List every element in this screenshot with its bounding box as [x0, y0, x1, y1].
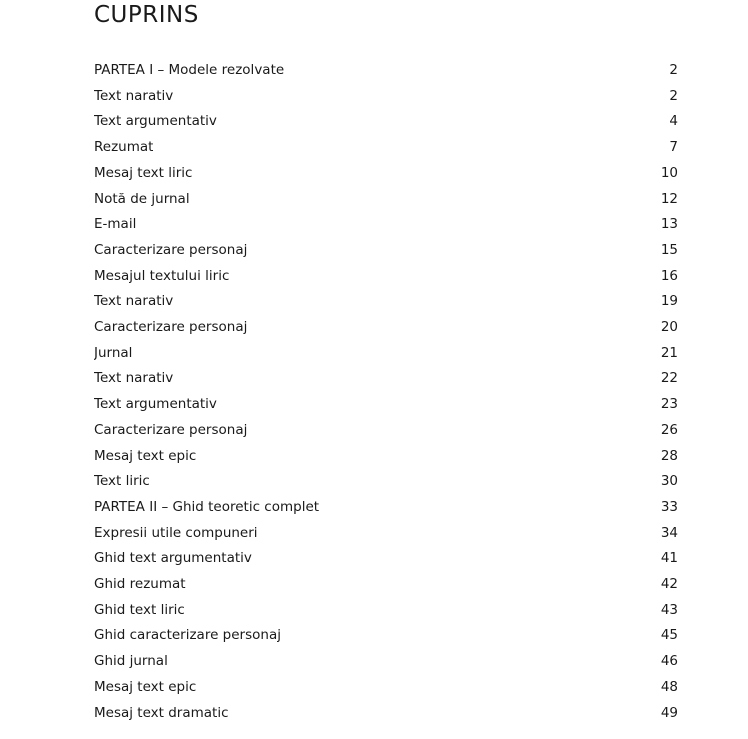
toc-entry-page-number: 48	[660, 678, 678, 695]
toc-entry-label: Jurnal	[94, 344, 133, 361]
toc-entry-label: Mesaj text liric	[94, 164, 193, 181]
toc-entry-label: Text narativ	[94, 293, 174, 310]
toc-entry[interactable]	[94, 161, 678, 187]
toc-entry-label: PARTEA II – Ghid teoretic complet	[94, 498, 320, 515]
toc-entry-page-number: 2	[669, 87, 678, 104]
toc-entry-page-number: 13	[660, 216, 678, 233]
toc-entry[interactable]	[94, 58, 678, 84]
toc-entry-label: Text narativ	[94, 370, 174, 387]
toc-entry-label: Text argumentativ	[94, 113, 217, 130]
toc-entry-page-number: 33	[660, 498, 678, 515]
toc-entry[interactable]	[94, 418, 678, 444]
toc-entry-label: Caracterizare personaj	[94, 319, 248, 336]
toc-entry-label: Rezumat	[94, 139, 154, 156]
toc-entry-label: Mesajul textului liric	[94, 267, 230, 284]
toc-entry-label: Mesaj text epic	[94, 678, 197, 695]
toc-entry-page-number: 21	[660, 344, 678, 361]
toc-entry-label: Caracterizare personaj	[94, 241, 248, 258]
toc-entry[interactable]	[94, 289, 678, 315]
toc-entry-label: Mesaj text dramatic	[94, 704, 229, 721]
toc-entry[interactable]	[94, 495, 678, 521]
toc-entry-page-number: 15	[660, 241, 678, 258]
toc-entry-page-number: 22	[660, 370, 678, 387]
toc-entry-page-number: 7	[669, 139, 678, 156]
toc-entry-page-number: 30	[660, 473, 678, 490]
toc-entry-page-number: 43	[660, 601, 678, 618]
toc-entry-label: Ghid text liric	[94, 601, 185, 618]
toc-entry-label: Text narativ	[94, 87, 174, 104]
page-title: CUPRINS	[94, 2, 199, 28]
toc-entry-label: Caracterizare personaj	[94, 421, 248, 438]
toc-entry-page-number: 20	[660, 319, 678, 336]
toc-entry[interactable]	[94, 392, 678, 418]
toc-entry[interactable]	[94, 84, 678, 110]
toc-entry[interactable]	[94, 135, 678, 161]
toc-entry-page-number: 4	[669, 113, 678, 130]
toc-entry-page-number: 16	[660, 267, 678, 284]
toc-entry-label: Ghid jurnal	[94, 653, 168, 670]
toc-entry-page-number: 49	[660, 704, 678, 721]
toc-entry[interactable]	[94, 598, 678, 624]
toc-entry[interactable]	[94, 546, 678, 572]
toc-entry-page-number: 10	[660, 164, 678, 181]
toc-entry-label: Notă de jurnal	[94, 190, 190, 207]
toc-entry[interactable]	[94, 238, 678, 264]
toc-entry-page-number: 45	[660, 627, 678, 644]
toc-entry-label: PARTEA I – Modele rezolvate	[94, 62, 285, 78]
toc-entry-page-number: 12	[660, 190, 678, 207]
toc-entry[interactable]	[94, 187, 678, 213]
toc-entry[interactable]	[94, 572, 678, 598]
toc-entry-label: Mesaj text epic	[94, 447, 197, 464]
toc-entry[interactable]	[94, 521, 678, 547]
toc-entry-page-number: 41	[660, 550, 678, 567]
toc-entry[interactable]	[94, 264, 678, 290]
toc-entry-label: Expresii utile compuneri	[94, 524, 258, 541]
toc-entry[interactable]	[94, 341, 678, 367]
table-of-contents-list	[94, 58, 678, 726]
toc-entry-label: Text argumentativ	[94, 396, 217, 413]
toc-entry[interactable]	[94, 444, 678, 470]
toc-entry[interactable]	[94, 109, 678, 135]
toc-entry[interactable]	[94, 315, 678, 341]
toc-entry-label: Ghid caracterizare personaj	[94, 627, 281, 644]
toc-entry-page-number: 19	[660, 293, 678, 310]
toc-entry-page-number: 42	[660, 576, 678, 593]
toc-entry[interactable]	[94, 212, 678, 238]
toc-entry-page-number: 34	[660, 524, 678, 541]
toc-entry[interactable]	[94, 675, 678, 701]
toc-entry[interactable]	[94, 366, 678, 392]
toc-entry[interactable]	[94, 649, 678, 675]
toc-entry-page-number: 2	[669, 62, 678, 78]
toc-entry-label: Ghid rezumat	[94, 576, 186, 593]
toc-entry-page-number: 46	[660, 653, 678, 670]
toc-entry[interactable]	[94, 623, 678, 649]
toc-entry-label: Text liric	[94, 473, 150, 490]
toc-entry-page-number: 23	[660, 396, 678, 413]
toc-entry-label: Ghid text argumentativ	[94, 550, 252, 567]
toc-entry[interactable]	[94, 701, 678, 727]
toc-entry-label: E-mail	[94, 216, 137, 233]
toc-entry-page-number: 28	[660, 447, 678, 464]
toc-entry-page-number: 26	[660, 421, 678, 438]
toc-entry[interactable]	[94, 469, 678, 495]
